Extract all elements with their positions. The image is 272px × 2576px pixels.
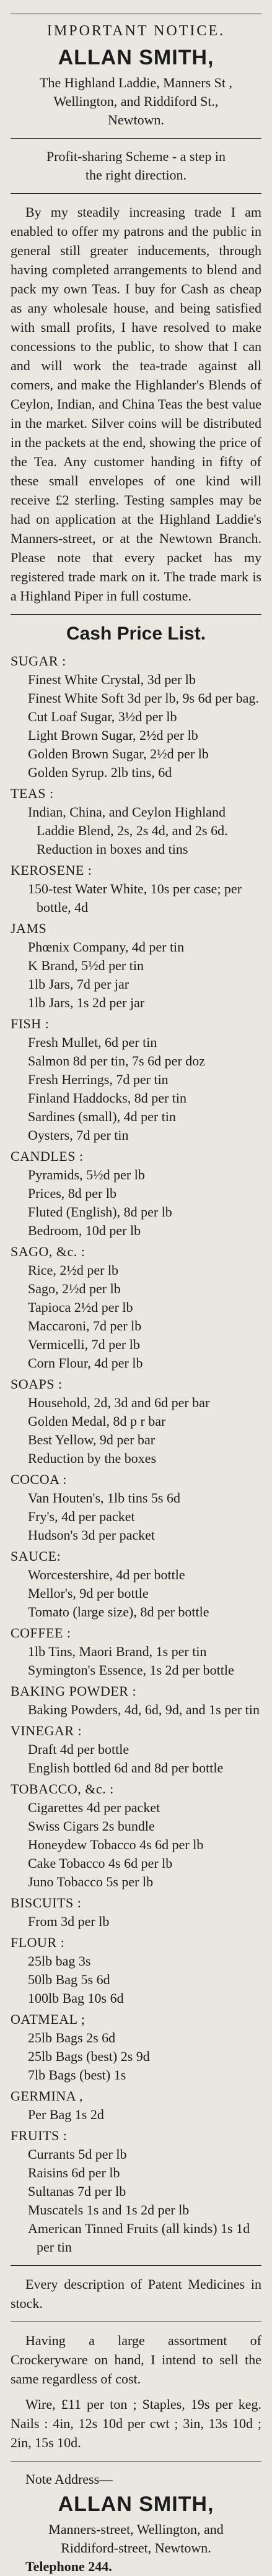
section-title: SAUCE: — [11, 1548, 61, 1564]
price-item: Household, 2d, 3d and 6d per bar — [28, 1395, 210, 1410]
address-line-3: Newtown. — [107, 112, 165, 128]
price-list — [11, 652, 261, 2257]
price-item: Cake Tobacco 4s 6d per lb — [28, 1855, 173, 1871]
price-item: 1lb Jars, 7d per jar — [28, 976, 129, 992]
crockery-note: Having a large assortment of Crockeryware on hand, I intend to sell the same regardless of cost. — [11, 2333, 261, 2387]
price-item: Symington's Essence, 1s 2d per bottle — [28, 1662, 234, 1678]
price-item: Baking Powders, 4d, 6d, 9d, and 1s per tin — [28, 1702, 260, 1717]
price-section — [11, 1470, 261, 1545]
price-item: Finest White Crystal, 3d per lb — [28, 672, 196, 687]
price-item: Hudson's 3d per packet — [28, 1527, 155, 1543]
price-item: Light Brown Sugar, 2½d per lb — [28, 727, 198, 743]
section-title: COFFEE : — [11, 1625, 71, 1641]
price-item: Vermicelli, 7d per lb — [28, 1337, 140, 1352]
price-item: 1lb Tins, Maori Brand, 1s per tin — [28, 1644, 207, 1659]
price-section — [11, 1547, 261, 1621]
section-title: TEAS : — [11, 786, 54, 801]
price-item: Juno Tobacco 5s per lb — [28, 1874, 154, 1889]
section-title: FRUITS : — [11, 2128, 68, 2143]
price-item: Draft 4d per bottle — [28, 1741, 129, 1757]
price-item: 25lb bag 3s — [28, 1953, 91, 1969]
price-item: Indian, China, and Ceylon Highland Laddie Blend, 2s, 2s 4d, and 2s 6d. Reduction in boxes and tins — [28, 804, 228, 857]
price-section — [11, 2010, 261, 2084]
price-item: Finest White Soft 3d per lb, 9s 6d per bag. — [28, 690, 259, 706]
section-title: VINEGAR : — [11, 1723, 82, 1738]
section-title: SUGAR : — [11, 653, 66, 669]
price-item: Sago, 2½d per lb — [28, 1281, 121, 1296]
price-section — [11, 1242, 261, 1373]
price-item: English bottled 6d and 8d per bottle — [28, 1760, 224, 1776]
price-item: 150-test Water White, 10s per case; per bottle, 4d — [28, 881, 242, 915]
price-list-title: Cash Price List. — [66, 623, 206, 644]
price-section — [11, 1375, 261, 1468]
price-section — [11, 1780, 261, 1891]
price-section — [11, 1722, 261, 1777]
price-section — [11, 1624, 261, 1680]
price-item: Best Yellow, 9d per bar — [28, 1432, 156, 1447]
telephone: Telephone 244. — [25, 2559, 112, 2574]
price-item: Muscatels 1s and 1s 2d per lb — [28, 2202, 190, 2218]
section-title: BAKING POWDER : — [11, 1683, 137, 1699]
price-section — [11, 652, 261, 782]
notice-heading: IMPORTANT NOTICE. — [46, 23, 226, 39]
notice-paragraph: By my steadily increasing trade I am enabled to offer my patrons and the public in general still greater inducements, through having completed arrangements to blend and pack my own Teas. I buy for Cash as cheap as any wholesale house, and being satisfied with small profits, I have resolved to make concessions to the public, to show that I can and will work the tea-trade against all comers, and make the Highlander's Blends of Ceylon, Indian, and China Teas the best value in the market. Silver coins will be distributed in the packets at the end, showing the price of the Tea. Any customer handing in fifty of these small envelopes of one kind will receive £2 sterling. Testing samples may be had on application at the Highland Laddie's Manners-street, or at the Newtown Branch. Please note that every packet has my registered trade mark on it. The trade mark is a Highland Piper in full costume. — [11, 204, 261, 604]
price-item: 7lb Bags (best) 1s — [28, 2067, 126, 2083]
price-item: Golden Medal, 8d p r bar — [28, 1413, 166, 1429]
price-item: Swiss Cigars 2s bundle — [28, 1818, 155, 1834]
price-item: Bedroom, 10d per lb — [28, 1223, 141, 1238]
price-item: Cigarettes 4d per packet — [28, 1800, 160, 1815]
section-title: SAGO, &c. : — [11, 1244, 86, 1259]
price-item: Fresh Mullet, 6d per tin — [28, 1034, 157, 1050]
price-item: Golden Brown Sugar, 2½d per lb — [28, 746, 209, 761]
section-title: CANDLES : — [11, 1148, 84, 1164]
price-item: Phœnix Company, 4d per tin — [28, 939, 185, 955]
price-item: Per Bag 1s 2d — [28, 2107, 104, 2122]
divider — [11, 614, 261, 615]
price-item: Prices, 8d per lb — [28, 1186, 116, 1201]
price-item: Fresh Herrings, 7d per tin — [28, 1072, 169, 1087]
wire-note: Wire, £11 per ton ; Staples, 19s per keg. Nails : 4in, 12s 10d per cwt ; 3in, 13s 10d ; 2in, 15s 10d. — [11, 2396, 261, 2450]
price-item: Worcestershire, 4d per bottle — [28, 1567, 185, 1582]
address-line-2: Wellington, and Riddiford St., — [53, 93, 219, 109]
price-item: Mellor's, 9d per bottle — [28, 1585, 149, 1601]
price-item: Van Houten's, 1lb tins 5s 6d — [28, 1490, 180, 1506]
price-item: Sardines (small), 4d per tin — [28, 1109, 176, 1124]
price-item: Sultanas 7d per lb — [28, 2184, 126, 2199]
section-title: COCOA : — [11, 1472, 67, 1487]
price-item: Tapioca 2½d per lb — [28, 1299, 133, 1315]
divider — [11, 138, 261, 139]
section-title: KEROSENE : — [11, 862, 92, 878]
price-item: Salmon 8d per tin, 7s 6d per doz — [28, 1053, 205, 1069]
price-item: Cut Loaf Sugar, 3½d per lb — [28, 709, 177, 724]
price-item: From 3d per lb — [28, 1914, 110, 1929]
price-section — [11, 1015, 261, 1145]
section-title: OATMEAL ; — [11, 2011, 86, 2027]
section-title: GERMINA , — [11, 2088, 83, 2104]
footer-address-line-1: Manners-street, Wellington, and — [48, 2522, 224, 2537]
price-item: Maccaroni, 7d per lb — [28, 1318, 142, 1334]
footer-merchant-name: ALLAN SMITH, — [58, 2492, 214, 2516]
footer-address-line-2: Riddiford-street, Newtown. — [61, 2540, 211, 2556]
price-section — [11, 2127, 261, 2257]
price-item: Fry's, 4d per packet — [28, 1509, 135, 1524]
price-section — [11, 2087, 261, 2124]
price-section — [11, 861, 261, 917]
address-line-1: The Highland Laddie, Manners St , — [40, 75, 232, 90]
price-section — [11, 1147, 261, 1240]
section-title: JAMS — [11, 921, 47, 936]
price-item: 25lb Bags (best) 2s 9d — [28, 2049, 150, 2064]
price-section — [11, 784, 261, 859]
price-section — [11, 1682, 261, 1719]
divider — [11, 193, 261, 194]
price-item: 100lb Bag 10s 6d — [28, 1990, 124, 2006]
price-item: Corn Flour, 4d per lb — [28, 1355, 143, 1371]
price-item: Golden Syrup. 2lb tins, 6d — [28, 765, 172, 780]
price-item: Raisins 6d per lb — [28, 2165, 120, 2180]
price-item: Fluted (English), 8d per lb — [28, 1204, 172, 1220]
price-item: 1lb Jars, 1s 2d per jar — [28, 995, 145, 1010]
scheme-line-2: the right direction. — [85, 167, 187, 183]
price-item: Rice, 2½d per lb — [28, 1262, 119, 1278]
price-section — [11, 1933, 261, 2008]
price-item: Currants 5d per lb — [28, 2146, 127, 2162]
price-item: Reduction by the boxes — [28, 1451, 157, 1466]
price-item: Honeydew Tobacco 4s 6d per lb — [28, 1837, 204, 1852]
divider — [11, 2265, 261, 2266]
price-item: 50lb Bag 5s 6d — [28, 1972, 110, 1987]
price-item: American Tinned Fruits (all kinds) 1s 1d per tin — [28, 2221, 250, 2255]
section-title: TOBACCO, &c. : — [11, 1781, 114, 1797]
price-item: Pyramids, 5½d per lb — [28, 1167, 145, 1182]
price-item: Finland Haddocks, 8d per tin — [28, 1090, 187, 1106]
section-title: SOAPS : — [11, 1376, 63, 1392]
section-title: FISH : — [11, 1016, 50, 1031]
price-section — [11, 1894, 261, 1931]
price-item: Tomato (large size), 8d per bottle — [28, 1604, 209, 1620]
price-section — [11, 919, 261, 1012]
price-item: 25lb Bags 2s 6d — [28, 2030, 116, 2045]
price-item: Oysters, 7d per tin — [28, 1127, 129, 1143]
merchant-name: ALLAN SMITH, — [58, 46, 214, 69]
patent-medicines-note: Every description of Patent Medicines in stock. — [11, 2276, 261, 2311]
note-address-label: Note Address— — [25, 2471, 113, 2487]
section-title: BISCUITS : — [11, 1895, 82, 1910]
scheme-line-1: Profit-sharing Scheme - a step in — [46, 149, 226, 164]
section-title: FLOUR : — [11, 1935, 65, 1950]
price-item: K Brand, 5½d per tin — [28, 958, 144, 973]
